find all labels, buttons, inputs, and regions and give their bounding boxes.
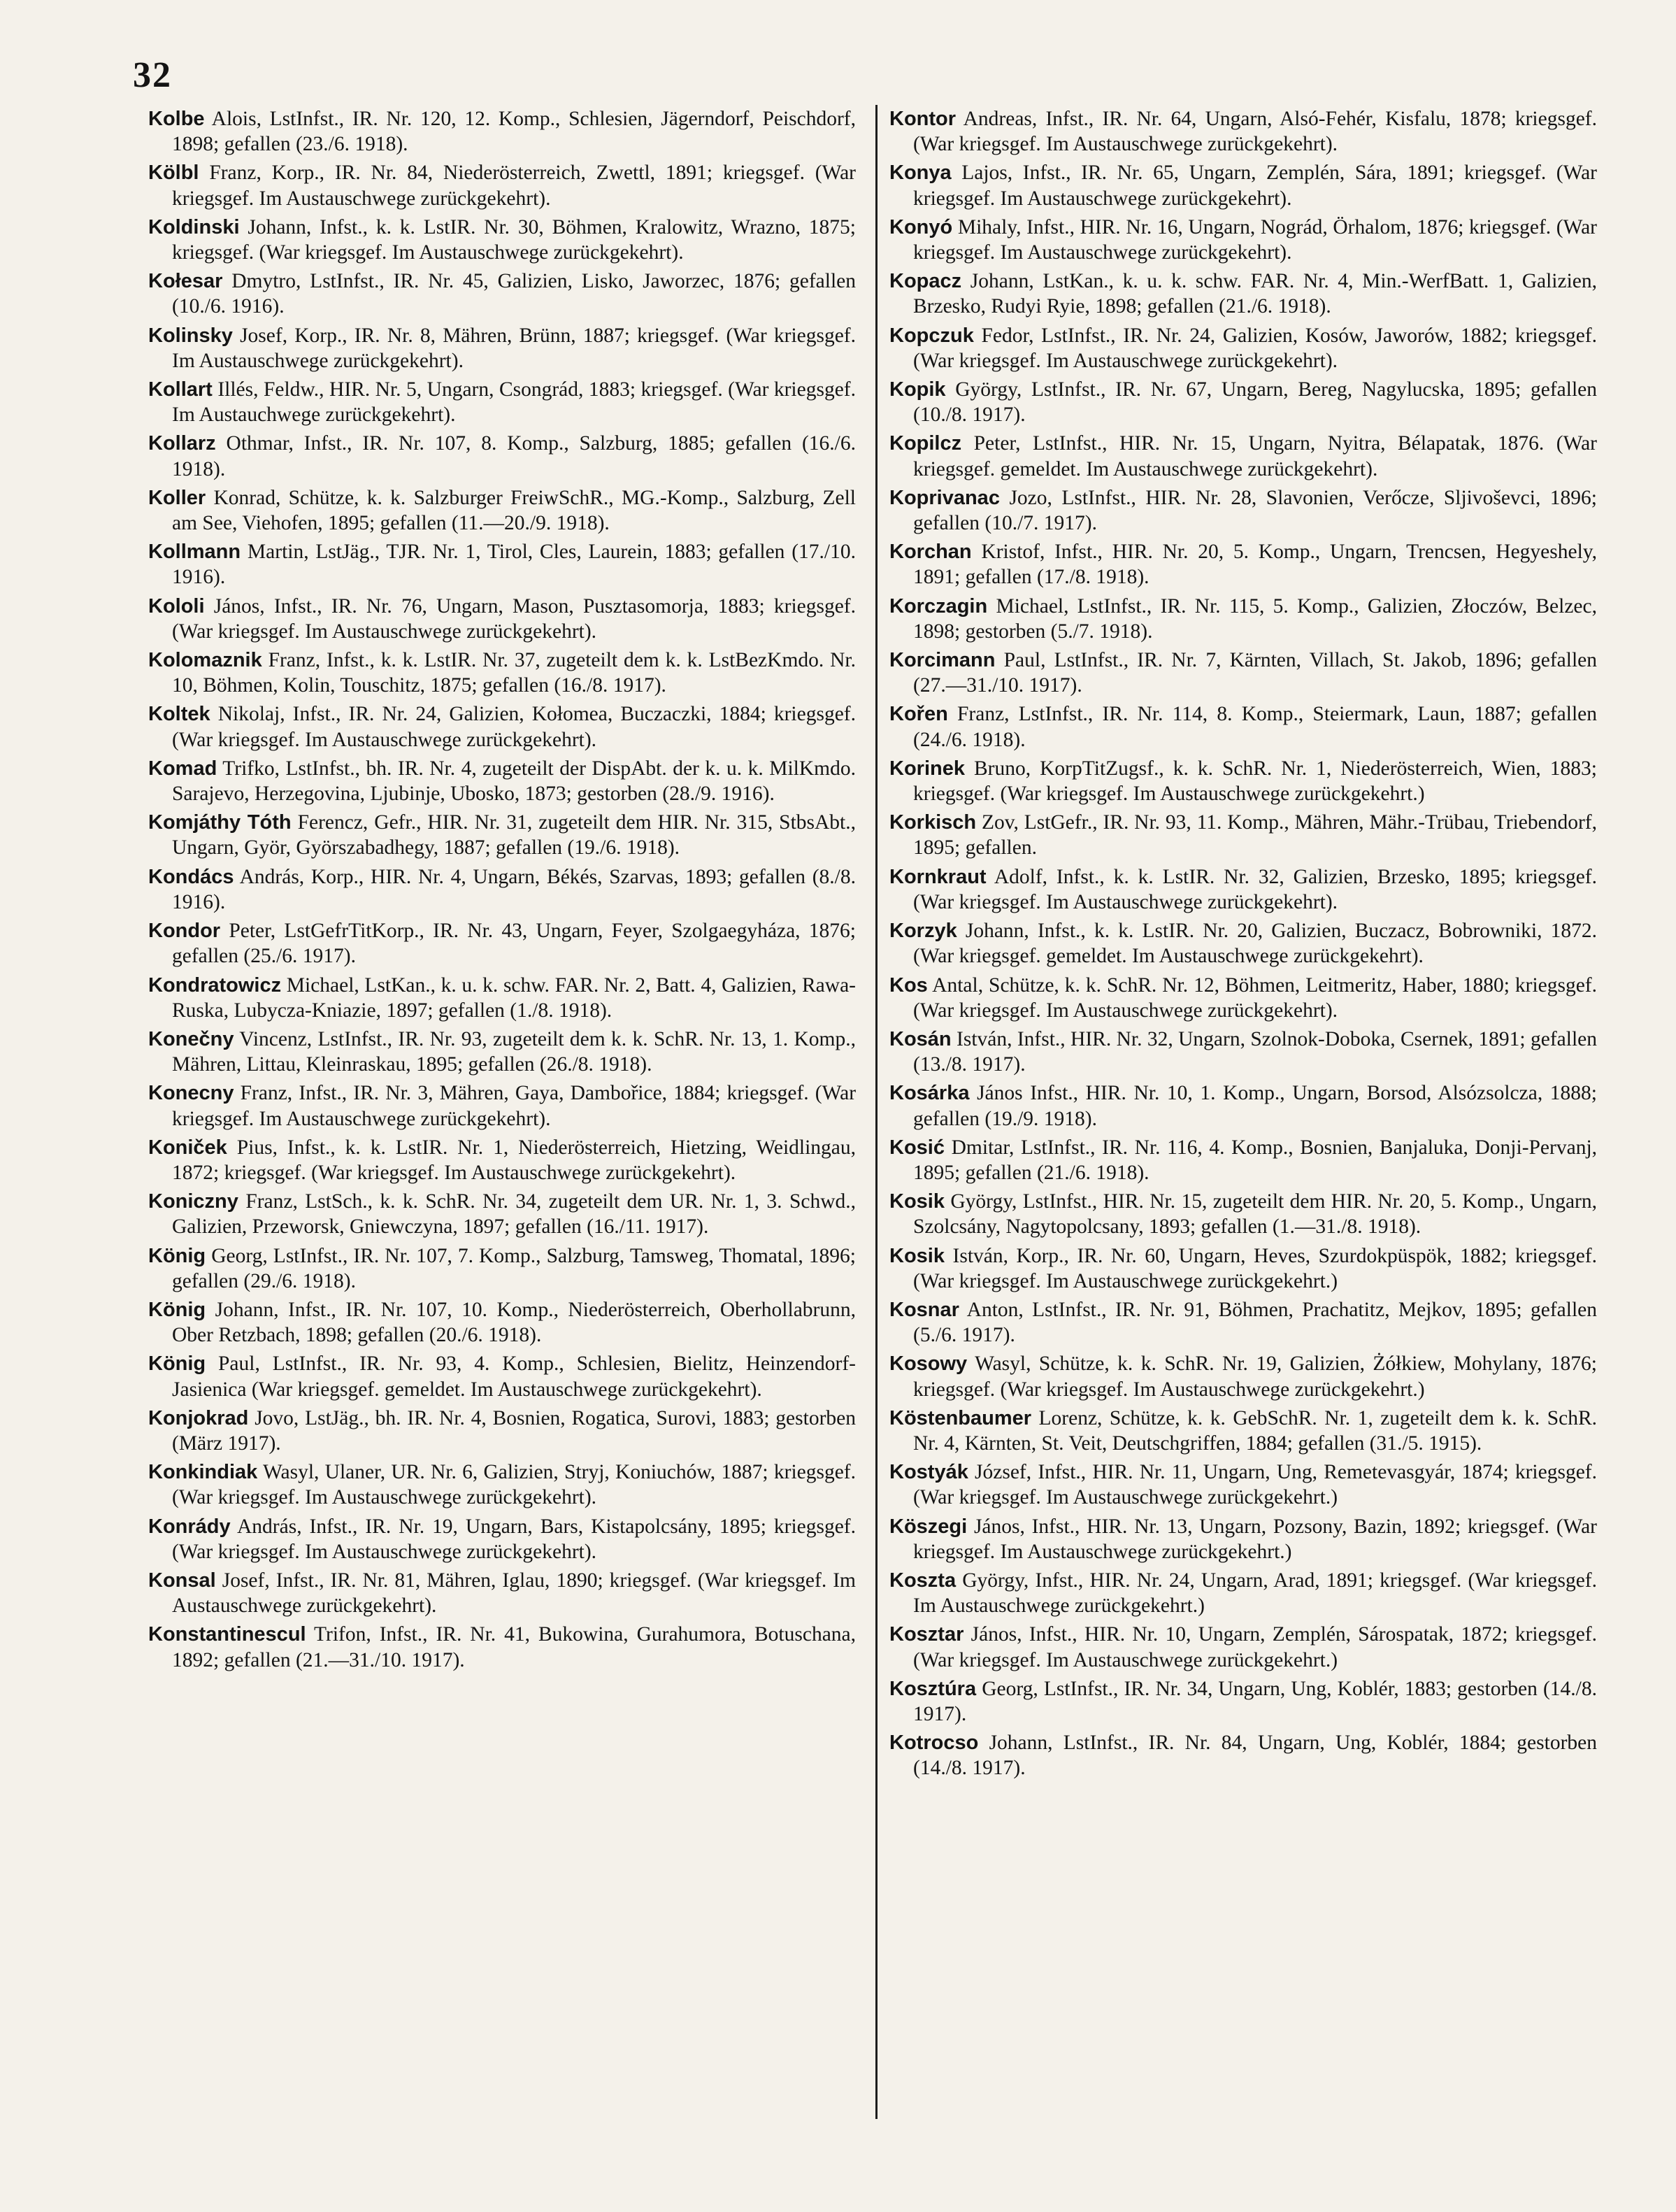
entry-details: Dmytro, LstInfst., IR. Nr. 45, Galizien, Lisko, Jaworzec, 1876; gefallen (10./6. 1916). (172, 270, 857, 318)
register-entry (889, 269, 1597, 319)
entry-surname: Kos (889, 973, 928, 997)
entry-details: József, Infst., HIR. Nr. 11, Ungarn, Ung, Remetevasgyár, 1874; kriegsgef. (War kriegsgef. Im Austauschwege zurückgekehrt.) (913, 1461, 1597, 1509)
register-entry (889, 106, 1597, 157)
register-entry (889, 1189, 1597, 1239)
register-entry (148, 1080, 856, 1131)
register-entry (148, 1027, 856, 1077)
register-entry (148, 1568, 856, 1618)
entry-surname: Korczagin (889, 594, 988, 618)
entry-surname: Kosárka (889, 1082, 970, 1105)
entry-surname: Kondor (148, 920, 221, 943)
entry-details: Georg, LstInfst., IR. Nr. 107, 7. Komp., Salzburg, Tamsweg, Thomatal, 1896; gefallen (29./6. 1918). (172, 1244, 856, 1292)
register-entry (889, 1135, 1597, 1185)
register-entry (148, 1406, 856, 1456)
entry-surname: Koniczny (148, 1190, 238, 1213)
entry-details: Johann, LstInfst., IR. Nr. 84, Ungarn, Ung, Koblér, 1884; gestorben (14./8. 1917). (913, 1732, 1597, 1780)
register-entry (148, 918, 856, 969)
entry-details: Zov, LstGefr., IR. Nr. 93, 11. Komp., Mähren, Mähr.-Trübau, Triebendorf, 1895; gefallen. (913, 811, 1597, 859)
register-entry (889, 1406, 1597, 1456)
register-entry (148, 160, 856, 211)
register-entry (148, 1351, 856, 1401)
entry-details: János, Infst., IR. Nr. 76, Ungarn, Mason, Pusztasomorja, 1883; kriegsgef. (War kriegsgef. Im Austauschwege zurückgekehrt). (172, 594, 857, 643)
entry-details: Wasyl, Ulaner, UR. Nr. 6, Galizien, Stryj, Koniuchów, 1887; kriegsgef. (War kriegsgef. Im Austauschwege zurückgekehrt). (172, 1461, 857, 1509)
right-column (889, 106, 1597, 1785)
entry-details: Jozo, LstInfst., HIR. Nr. 28, Slavonien, Verőcze, Sljivoševci, 1896; gefallen (10./7. 1917). (913, 486, 1598, 535)
entry-details: János, Infst., HIR. Nr. 10, Ungarn, Zemplén, Sárospatak, 1872; kriegsgef. (War kriegsgef. Im Austauschwege zurückgekehrt.) (913, 1623, 1597, 1671)
register-entry (889, 377, 1597, 427)
register-entry (889, 756, 1597, 806)
entry-surname: Kollmann (148, 541, 241, 564)
entry-surname: Komad (148, 757, 217, 780)
register-entry (889, 1351, 1597, 1401)
entry-details: Josef, Infst., IR. Nr. 81, Mähren, Iglau, 1890; kriegsgef. (War kriegsgef. Im Austauschwege zurückgekehrt). (172, 1569, 857, 1618)
entry-details: Vincenz, LstInfst., IR. Nr. 93, zugeteilt dem k. k. SchR. Nr. 13, 1. Komp., Mähren, Littau, Kleinraskau, 1895; gefallen (26./8. 1918). (172, 1027, 857, 1076)
entry-details: Johann, LstKan., k. u. k. schw. FAR. Nr. 4, Min.-WerfBatt. 1, Galizien, Brzesko, Rudyi Ryie, 1898; gefallen (21./6. 1918). (913, 270, 1598, 318)
register-entry (889, 1243, 1597, 1294)
register-entry (889, 864, 1597, 915)
register-entry (148, 864, 856, 915)
register-entry (889, 1568, 1597, 1618)
register-entry (889, 1676, 1597, 1727)
register-entry (148, 539, 856, 590)
register-entry (148, 756, 856, 806)
entry-details: Othmar, Infst., IR. Nr. 107, 8. Komp., Salzburg, 1885; gefallen (16./6. 1918). (172, 432, 856, 480)
register-entry (148, 323, 856, 373)
entry-surname: Kořen (889, 703, 948, 726)
entry-surname: Korinek (889, 757, 965, 780)
entry-surname: König (148, 1298, 206, 1321)
entry-surname: Konsal (148, 1569, 216, 1592)
register-entry (148, 701, 856, 752)
entry-details: Franz, Infst., IR. Nr. 3, Mähren, Gaya, Dambořice, 1884; kriegsgef. (War kriegsgef. Im Austauschwege zurückgekehrt). (172, 1082, 857, 1130)
entry-details: Georg, LstInfst., IR. Nr. 34, Ungarn, Ung, Koblér, 1883; gestorben (14./8. 1917). (913, 1677, 1597, 1725)
entry-details: Mihaly, Infst., HIR. Nr. 16, Ungarn, Nográd, Örhalom, 1876; kriegsgef. (War kriegsgef. Im Austauschwege zurückgekehrt). (913, 215, 1597, 264)
entry-surname: Koprivanac (889, 486, 1000, 509)
entry-details: György, LstInfst., HIR. Nr. 15, zugeteilt dem HIR. Nr. 20, 5. Komp., Ungarn, Szolcsány, Nagytopolcsany, 1893; gefallen (1.—31./8. 1918). (913, 1190, 1598, 1239)
entry-details: György, Infst., HIR. Nr. 24, Ungarn, Arad, 1891; kriegsgef. (War kriegsgef. Im Austauschwege zurückgekehrt.) (913, 1569, 1598, 1618)
entry-details: Peter, LstGefrTitKorp., IR. Nr. 43, Ungarn, Feyer, Szolgaegyháza, 1876; gefallen (25./6. 1917). (172, 920, 857, 968)
entry-surname: Köszegi (889, 1515, 968, 1538)
entry-surname: Kosán (889, 1027, 952, 1050)
entry-details: Franz, Infst., k. k. LstIR. Nr. 37, zugeteilt dem k. k. LstBezKmdo. Nr. 10, Böhmen, Kolin, Touschitz, 1875; gefallen (16./8. 1917). (172, 649, 856, 697)
entry-details: Dmitar, LstInfst., IR. Nr. 116, 4. Komp., Bosnien, Banjaluka, Donji-Pervanj, 1895; gefallen (21./6. 1918). (913, 1136, 1598, 1184)
register-entry (889, 431, 1597, 481)
register-entry (148, 1297, 856, 1348)
entry-details: János Infst., HIR. Nr. 10, 1. Komp., Ungarn, Borsod, Alsózsolcza, 1888; gefallen (19./9. 1918). (913, 1082, 1598, 1130)
entry-surname: Kosztar (889, 1623, 964, 1646)
entry-details: István, Korp., IR. Nr. 60, Ungarn, Heves, Szurdokpüspök, 1882; kriegsgef. (War kriegsgef. Im Austauschwege zurückgekehrt.) (913, 1244, 1598, 1292)
entry-surname: Korcimann (889, 649, 996, 672)
entry-surname: Kölbl (148, 162, 199, 185)
register-entry (889, 701, 1597, 752)
entry-details: Lorenz, Schütze, k. k. GebSchR. Nr. 1, zugeteilt dem k. k. SchR. Nr. 4, Kärnten, St. Veit, Deutschgriffen, 1884; gefallen (31./5. 1915). (913, 1406, 1597, 1455)
entry-surname: Konečny (148, 1027, 234, 1050)
entry-surname: Kolinsky (148, 324, 233, 347)
register-entry (148, 485, 856, 536)
entry-details: Antal, Schütze, k. k. SchR. Nr. 12, Böhmen, Leitmeritz, Haber, 1880; kriegsgef. (War kriegsgef. Im Austauschwege zurückgekehrt). (913, 973, 1598, 1022)
entry-details: Wasyl, Schütze, k. k. SchR. Nr. 19, Galizien, Żółkiew, Mohylany, 1876; kriegsgef. (War kriegsgef. Im Austauschwege zurückgekehrt.) (913, 1353, 1597, 1401)
register-entry (148, 810, 856, 860)
entry-details: Adolf, Infst., k. k. LstIR. Nr. 32, Galizien, Brzesko, 1895; kriegsgef. (War kriegsgef. Im Austauschwege zurückgekehrt). (913, 865, 1598, 913)
entry-surname: Kollarz (148, 432, 216, 455)
register-entry (148, 973, 856, 1023)
register-entry (148, 431, 856, 481)
column-divider (875, 105, 878, 2119)
entry-surname: Konjokrad (148, 1406, 249, 1429)
entry-details: Ferencz, Gefr., HIR. Nr. 31, zugeteilt dem HIR. Nr. 315, StbsAbt., Ungarn, Györ, Györszabadhegy, 1887; gefallen (19./6. 1918). (172, 811, 856, 859)
left-column (148, 106, 856, 1676)
entry-surname: Kotrocso (889, 1732, 979, 1755)
entry-details: Kristof, Infst., HIR. Nr. 20, 5. Komp., Ungarn, Trencsen, Hegyeshely, 1891; gefallen (17./8. 1918). (913, 541, 1598, 589)
register-entry (148, 1460, 856, 1510)
entry-surname: Konya (889, 162, 952, 185)
entry-details: Franz, LstInfst., IR. Nr. 114, 8. Komp., Steiermark, Laun, 1887; gefallen (24./6. 1918). (913, 703, 1598, 751)
entry-surname: Kosnar (889, 1298, 959, 1321)
entry-surname: Konecny (148, 1082, 234, 1105)
register-entry (148, 594, 856, 644)
page-number: 32 (133, 55, 172, 95)
entry-surname: Korchan (889, 541, 972, 564)
entry-surname: Korkisch (889, 811, 977, 834)
register-entry (148, 377, 856, 427)
entry-details: Martin, LstJäg., TJR. Nr. 1, Tirol, Cles, Laurein, 1883; gefallen (17./10. 1916). (172, 541, 856, 589)
entry-details: Paul, LstInfst., IR. Nr. 7, Kärnten, Villach, St. Jakob, 1896; gefallen (27.—31./10. 1917). (913, 649, 1598, 697)
entry-surname: Konkindiak (148, 1461, 258, 1484)
entry-surname: Koller (148, 486, 206, 509)
entry-surname: Kololi (148, 594, 205, 618)
entry-details: Illés, Feldw., HIR. Nr. 5, Ungarn, Csongrád, 1883; kriegsgef. (War kriegsgef. Im Austauchwege zurückgekehrt). (172, 378, 856, 427)
register-entry (148, 648, 856, 698)
entry-surname: Kolomaznik (148, 649, 262, 672)
register-entry (889, 1514, 1597, 1564)
entry-surname: Kopik (889, 378, 946, 401)
entry-surname: Kopacz (889, 270, 962, 293)
entry-details: Trifon, Infst., IR. Nr. 41, Bukowina, Gurahumora, Botuschana, 1892; gefallen (21.—31./10. 1917). (172, 1623, 857, 1671)
entry-surname: Kondács (148, 865, 234, 888)
entry-details: Michael, LstKan., k. u. k. schw. FAR. Nr. 2, Batt. 4, Galizien, Rawa-Ruska, Lubycza-Kniazie, 1897; gefallen (1./8. 1918). (172, 973, 857, 1022)
entry-surname: König (148, 1353, 206, 1376)
register-entry (148, 215, 856, 265)
entry-surname: Koniček (148, 1136, 227, 1159)
entry-surname: Koldinski (148, 215, 240, 238)
register-entry (889, 810, 1597, 860)
entry-details: Johann, Infst., k. k. LstIR. Nr. 30, Böhmen, Kralowitz, Wrazno, 1875; kriegsgef. (War kriegsgef. Im Austauschwege zurückgekehrt). (172, 215, 856, 264)
entry-surname: Kolbe (148, 108, 205, 130)
entry-surname: Kondratowicz (148, 973, 282, 997)
entry-details: Andreas, Infst., IR. Nr. 64, Ungarn, Alsó-Fehér, Kisfalu, 1878; kriegsgef. (War kriegsgef. Im Austauschwege zurückgekehrt). (913, 108, 1597, 156)
register-entry (889, 594, 1597, 644)
entry-surname: Kostyák (889, 1461, 968, 1484)
entry-details: Anton, LstInfst., IR. Nr. 91, Böhmen, Prachatitz, Mejkov, 1895; gefallen (5./6. 1917). (913, 1298, 1597, 1347)
register-entry (148, 1189, 856, 1239)
entry-surname: Komjáthy Tóth (148, 811, 292, 834)
entry-details: Franz, LstSch., k. k. SchR. Nr. 34, zugeteilt dem UR. Nr. 1, 3. Schwd., Galizien, Przeworsk, Gniewczyna, 1897; gefallen (16./11. 1917). (172, 1190, 856, 1239)
entry-details: Jovo, LstJäg., bh. IR. Nr. 4, Bosnien, Rogatica, Surovi, 1883; gestorben (März 1917). (172, 1406, 856, 1455)
entry-details: András, Korp., HIR. Nr. 4, Ungarn, Békés, Szarvas, 1893; gefallen (8./8. 1916). (172, 865, 857, 913)
entry-details: István, Infst., HIR. Nr. 32, Ungarn, Szolnok-Doboka, Csernek, 1891; gefallen (13./8. 1917). (913, 1027, 1597, 1076)
entry-details: Alois, LstInfst., IR. Nr. 120, 12. Komp., Schlesien, Jägerndorf, Peischdorf, 1898; gefallen (23./6. 1918). (172, 108, 857, 156)
entry-surname: Kontor (889, 108, 957, 130)
entry-surname: Korzyk (889, 920, 957, 943)
register-entry (148, 1243, 856, 1294)
entry-surname: Kosztúra (889, 1677, 977, 1700)
register-entry (148, 1135, 856, 1185)
entry-details: Paul, LstInfst., IR. Nr. 93, 4. Komp., Schlesien, Bielitz, Heinzendorf-Jasienica (War kriegsgef. gemeldet. Im Austauschwege zurückgekehrt). (172, 1353, 856, 1401)
entry-details: Trifko, LstInfst., bh. IR. Nr. 4, zugeteilt der DispAbt. der k. u. k. MilKmdo. Sarajevo, Herzegovina, Ljubinje, Ubosko, 1873; gestorben (28./9. 1916). (172, 757, 856, 806)
entry-surname: König (148, 1244, 206, 1267)
entry-surname: Kosowy (889, 1353, 968, 1376)
entry-details: György, LstInfst., IR. Nr. 67, Ungarn, Bereg, Nagylucska, 1895; gefallen (10./8. 1917). (913, 378, 1598, 427)
entry-details: Pius, Infst., k. k. LstIR. Nr. 1, Niederösterreich, Hietzing, Weidlingau, 1872; kriegsgef. (War kriegsgef. Im Austauschwege zurückgekehrt). (172, 1136, 857, 1184)
entry-details: Konrad, Schütze, k. k. Salzburger FreiwSchR., MG.-Komp., Salzburg, Zell am See, Viehofen, 1895; gefallen (11.—20./9. 1918). (172, 486, 857, 535)
register-entry (889, 1027, 1597, 1077)
entry-details: Franz, Korp., IR. Nr. 84, Niederösterreich, Zwettl, 1891; kriegsgef. (War kriegsgef. Im Austauschwege zurückgekehrt). (172, 162, 856, 210)
entry-details: Bruno, KorpTitZugsf., k. k. SchR. Nr. 1, Niederösterreich, Wien, 1883; kriegsgef. (War kriegsgef. Im Austauschwege zurückgekehrt.) (913, 757, 1597, 806)
entry-surname: Koszta (889, 1569, 957, 1592)
entry-surname: Kosik (889, 1244, 945, 1267)
entry-surname: Kollart (148, 378, 213, 401)
register-entry (889, 539, 1597, 590)
entry-surname: Köstenbaumer (889, 1406, 1032, 1429)
entry-details: Johann, Infst., IR. Nr. 107, 10. Komp., Niederösterreich, Oberhollabrunn, Ober Retzbach, 1898; gefallen (20./6. 1918). (172, 1298, 856, 1347)
register-entry (889, 1080, 1597, 1131)
entry-surname: Kosić (889, 1136, 945, 1159)
entry-details: Lajos, Infst., IR. Nr. 65, Ungarn, Zemplén, Sára, 1891; kriegsgef. (War kriegsgef. Im Austauschwege zurückgekehrt). (913, 162, 1598, 210)
entry-surname: Kopilcz (889, 432, 962, 455)
entry-details: Johann, Infst., k. k. LstIR. Nr. 20, Galizien, Buczacz, Bobrowniki, 1872. (War kriegsgef. gemeldet. Im Austauschwege zurückgekehrt). (913, 920, 1597, 968)
register-entry (148, 1622, 856, 1672)
register-entry (889, 1622, 1597, 1672)
register-entry (889, 215, 1597, 265)
register-entry (148, 1514, 856, 1564)
register-entry (889, 648, 1597, 698)
register-entry (889, 160, 1597, 211)
register-entry (889, 918, 1597, 969)
entry-surname: Koltek (148, 703, 210, 726)
entry-surname: Konyó (889, 215, 953, 238)
register-entry (148, 269, 856, 319)
entry-details: Josef, Korp., IR. Nr. 8, Mähren, Brünn, 1887; kriegsgef. (War kriegsgef. Im Austauschwege zurückgekehrt). (172, 324, 857, 372)
register-entry (889, 1460, 1597, 1510)
entry-details: János, Infst., HIR. Nr. 13, Ungarn, Pozsony, Bazin, 1892; kriegsgef. (War kriegsgef. Im Austauschwege zurückgekehrt.) (913, 1515, 1598, 1563)
entry-details: András, Infst., IR. Nr. 19, Ungarn, Bars, Kistapolcsány, 1895; kriegsgef. (War kriegsgef. Im Austauschwege zurückgekehrt). (172, 1515, 857, 1563)
register-entry (889, 973, 1597, 1023)
entry-details: Fedor, LstInfst., IR. Nr. 24, Galizien, Kosów, Jaworów, 1882; kriegsgef. (War kriegsgef. Im Austauschwege zurückgekehrt). (913, 324, 1597, 372)
entry-details: Nikolaj, Infst., IR. Nr. 24, Galizien, Kołomea, Buczaczki, 1884; kriegsgef. (War kriegsgef. Im Austauschwege zurückgekehrt). (172, 703, 856, 751)
entry-details: Peter, LstInfst., HIR. Nr. 15, Ungarn, Nyitra, Bélapatak, 1876. (War kriegsgef. gemeldet. Im Austauschwege zurückgekehrt). (913, 432, 1597, 480)
entry-surname: Konstantinescul (148, 1623, 306, 1646)
register-entry (148, 106, 856, 157)
entry-surname: Kołesar (148, 270, 223, 293)
entry-surname: Konrády (148, 1515, 231, 1538)
register-entry (889, 485, 1597, 536)
register-entry (889, 1730, 1597, 1781)
entry-details: Michael, LstInfst., IR. Nr. 115, 5. Komp., Galizien, Złoczów, Belzec, 1898; gestorben (5./7. 1918). (913, 594, 1597, 643)
entry-surname: Kopczuk (889, 324, 974, 347)
register-entry (889, 323, 1597, 373)
entry-surname: Kosik (889, 1190, 945, 1213)
register-entry (889, 1297, 1597, 1348)
entry-surname: Kornkraut (889, 865, 987, 888)
